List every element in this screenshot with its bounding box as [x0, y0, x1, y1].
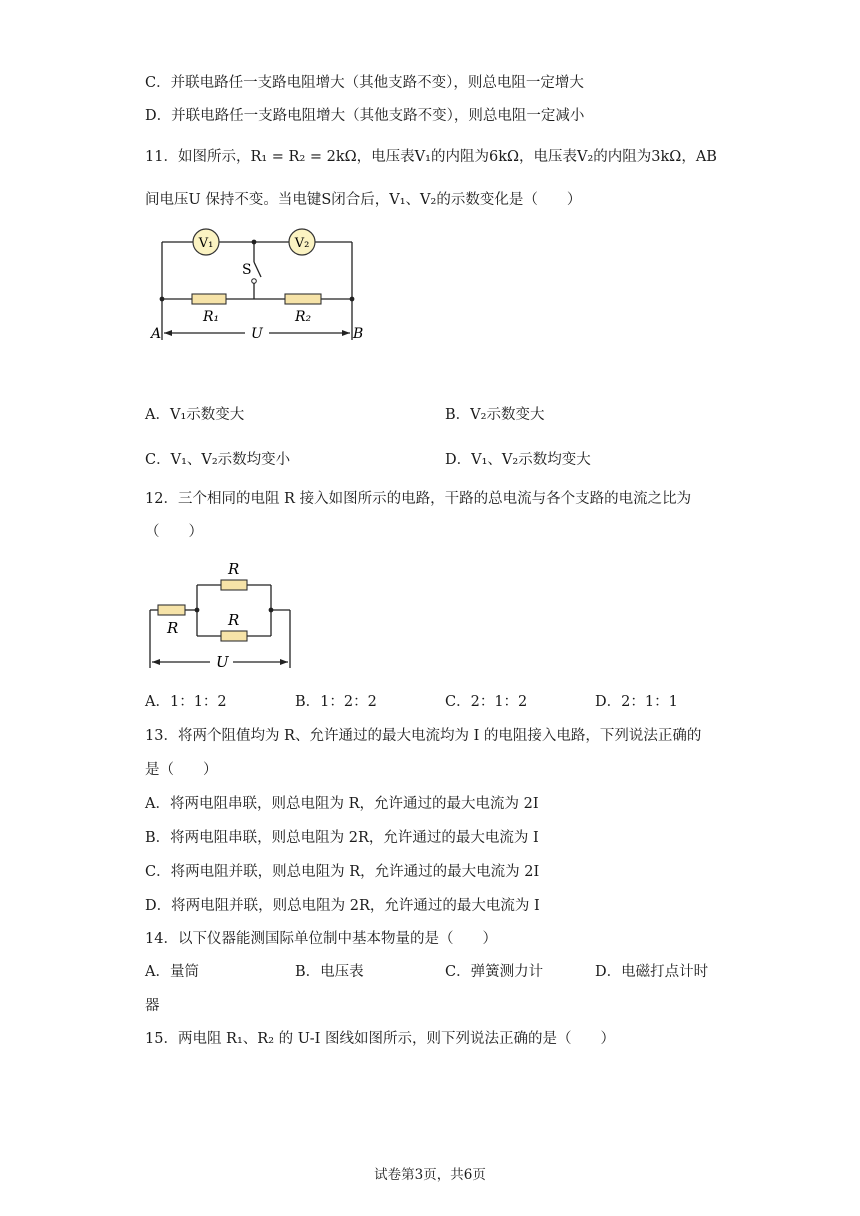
q12-option-b: B．1：2：2 [295, 694, 377, 710]
q11-option-d: D．V₁、V₂示数均变大 [445, 452, 591, 468]
q14-option-b: B．电压表 [295, 964, 364, 980]
q12-circuit-diagram [145, 558, 305, 673]
q15-stem: 15．两电阻 R₁、R₂ 的 U-I 图线如图所示，则下列说法正确的是（ ） [145, 1031, 615, 1047]
q14-stem: 14．以下仪器能测国际单位制中基本物量的是（ ） [145, 931, 497, 947]
q13-option-d: D．将两电阻并联，则总电阻为 2R，允许通过的最大电流为 I [145, 898, 540, 914]
page-footer: 试卷第3页，共6页 [374, 1167, 486, 1183]
q12-option-d: D．2：1：1 [595, 694, 678, 710]
svg-text:V₂: V₂ [294, 236, 310, 251]
svg-text:B: B [353, 326, 364, 342]
svg-text:V₁: V₁ [198, 236, 214, 251]
resistor-r2-symbol [285, 294, 321, 304]
q10-option-d: D．并联电路任一支路电阻增大（其他支路不变），则总电阻一定减小 [145, 108, 585, 124]
resistor-bottom-symbol [221, 631, 247, 641]
q11-circuit-diagram [145, 225, 375, 345]
q12-stem-line2: （ ） [145, 524, 203, 540]
q12-option-a: A．1：1：2 [145, 694, 227, 710]
resistor-left-symbol [158, 605, 185, 615]
svg-text:R₂: R₂ [295, 309, 312, 325]
q14-option-d-continued: 器 [145, 998, 160, 1014]
q13-stem-line1: 13．将两个阻值均为 R、允许通过的最大电流均为 I 的电阻接入电路，下列说法正确的 [145, 728, 702, 744]
q11-stem-line1: 11．如图所示，R₁ = R₂ = 2kΩ，电压表V₁的内阻为6kΩ，电压表V₂的内阻为3kΩ，AB [145, 149, 717, 165]
svg-text:R: R [228, 611, 240, 629]
q10-option-c: C．并联电路任一支路电阻增大（其他支路不变），则总电阻一定增大 [145, 75, 584, 91]
q11-option-a: A．V₁示数变大 [145, 407, 245, 423]
svg-text:R₁: R₁ [203, 309, 220, 325]
q11-option-c: C．V₁、V₂示数均变小 [145, 452, 291, 468]
q13-option-a: A．将两电阻串联，则总电阻为 R，允许通过的最大电流为 2I [145, 796, 539, 812]
svg-text:U: U [251, 326, 263, 342]
q13-stem-line2: 是（ ） [145, 762, 218, 778]
svg-text:R: R [167, 619, 179, 637]
svg-text:R: R [228, 560, 240, 578]
svg-text:S: S [242, 262, 252, 278]
q13-option-b: B．将两电阻串联，则总电阻为 2R，允许通过的最大电流为 I [145, 830, 539, 846]
q14-option-c: C．弹簧测力计 [445, 964, 544, 980]
svg-text:U: U [216, 653, 229, 671]
q13-option-c: C．将两电阻并联，则总电阻为 R，允许通过的最大电流为 2I [145, 864, 540, 880]
q12-stem-line1: 12．三个相同的电阻 R 接入如图所示的电路，干路的总电流与各个支路的电流之比为 [145, 491, 692, 507]
q14-option-a: A．量筒 [145, 964, 199, 980]
q14-option-d: D．电磁打点计时 [595, 964, 709, 980]
q11-option-b: B．V₂示数变大 [445, 407, 545, 423]
resistor-top-symbol [221, 580, 247, 590]
q11-stem-line2: 间电压U 保持不变。当电键S闭合后，V₁、V₂的示数变化是（ ） [145, 192, 582, 208]
svg-text:A: A [151, 326, 162, 342]
resistor-r1-symbol [192, 294, 226, 304]
q12-option-c: C．2：1：2 [445, 694, 528, 710]
